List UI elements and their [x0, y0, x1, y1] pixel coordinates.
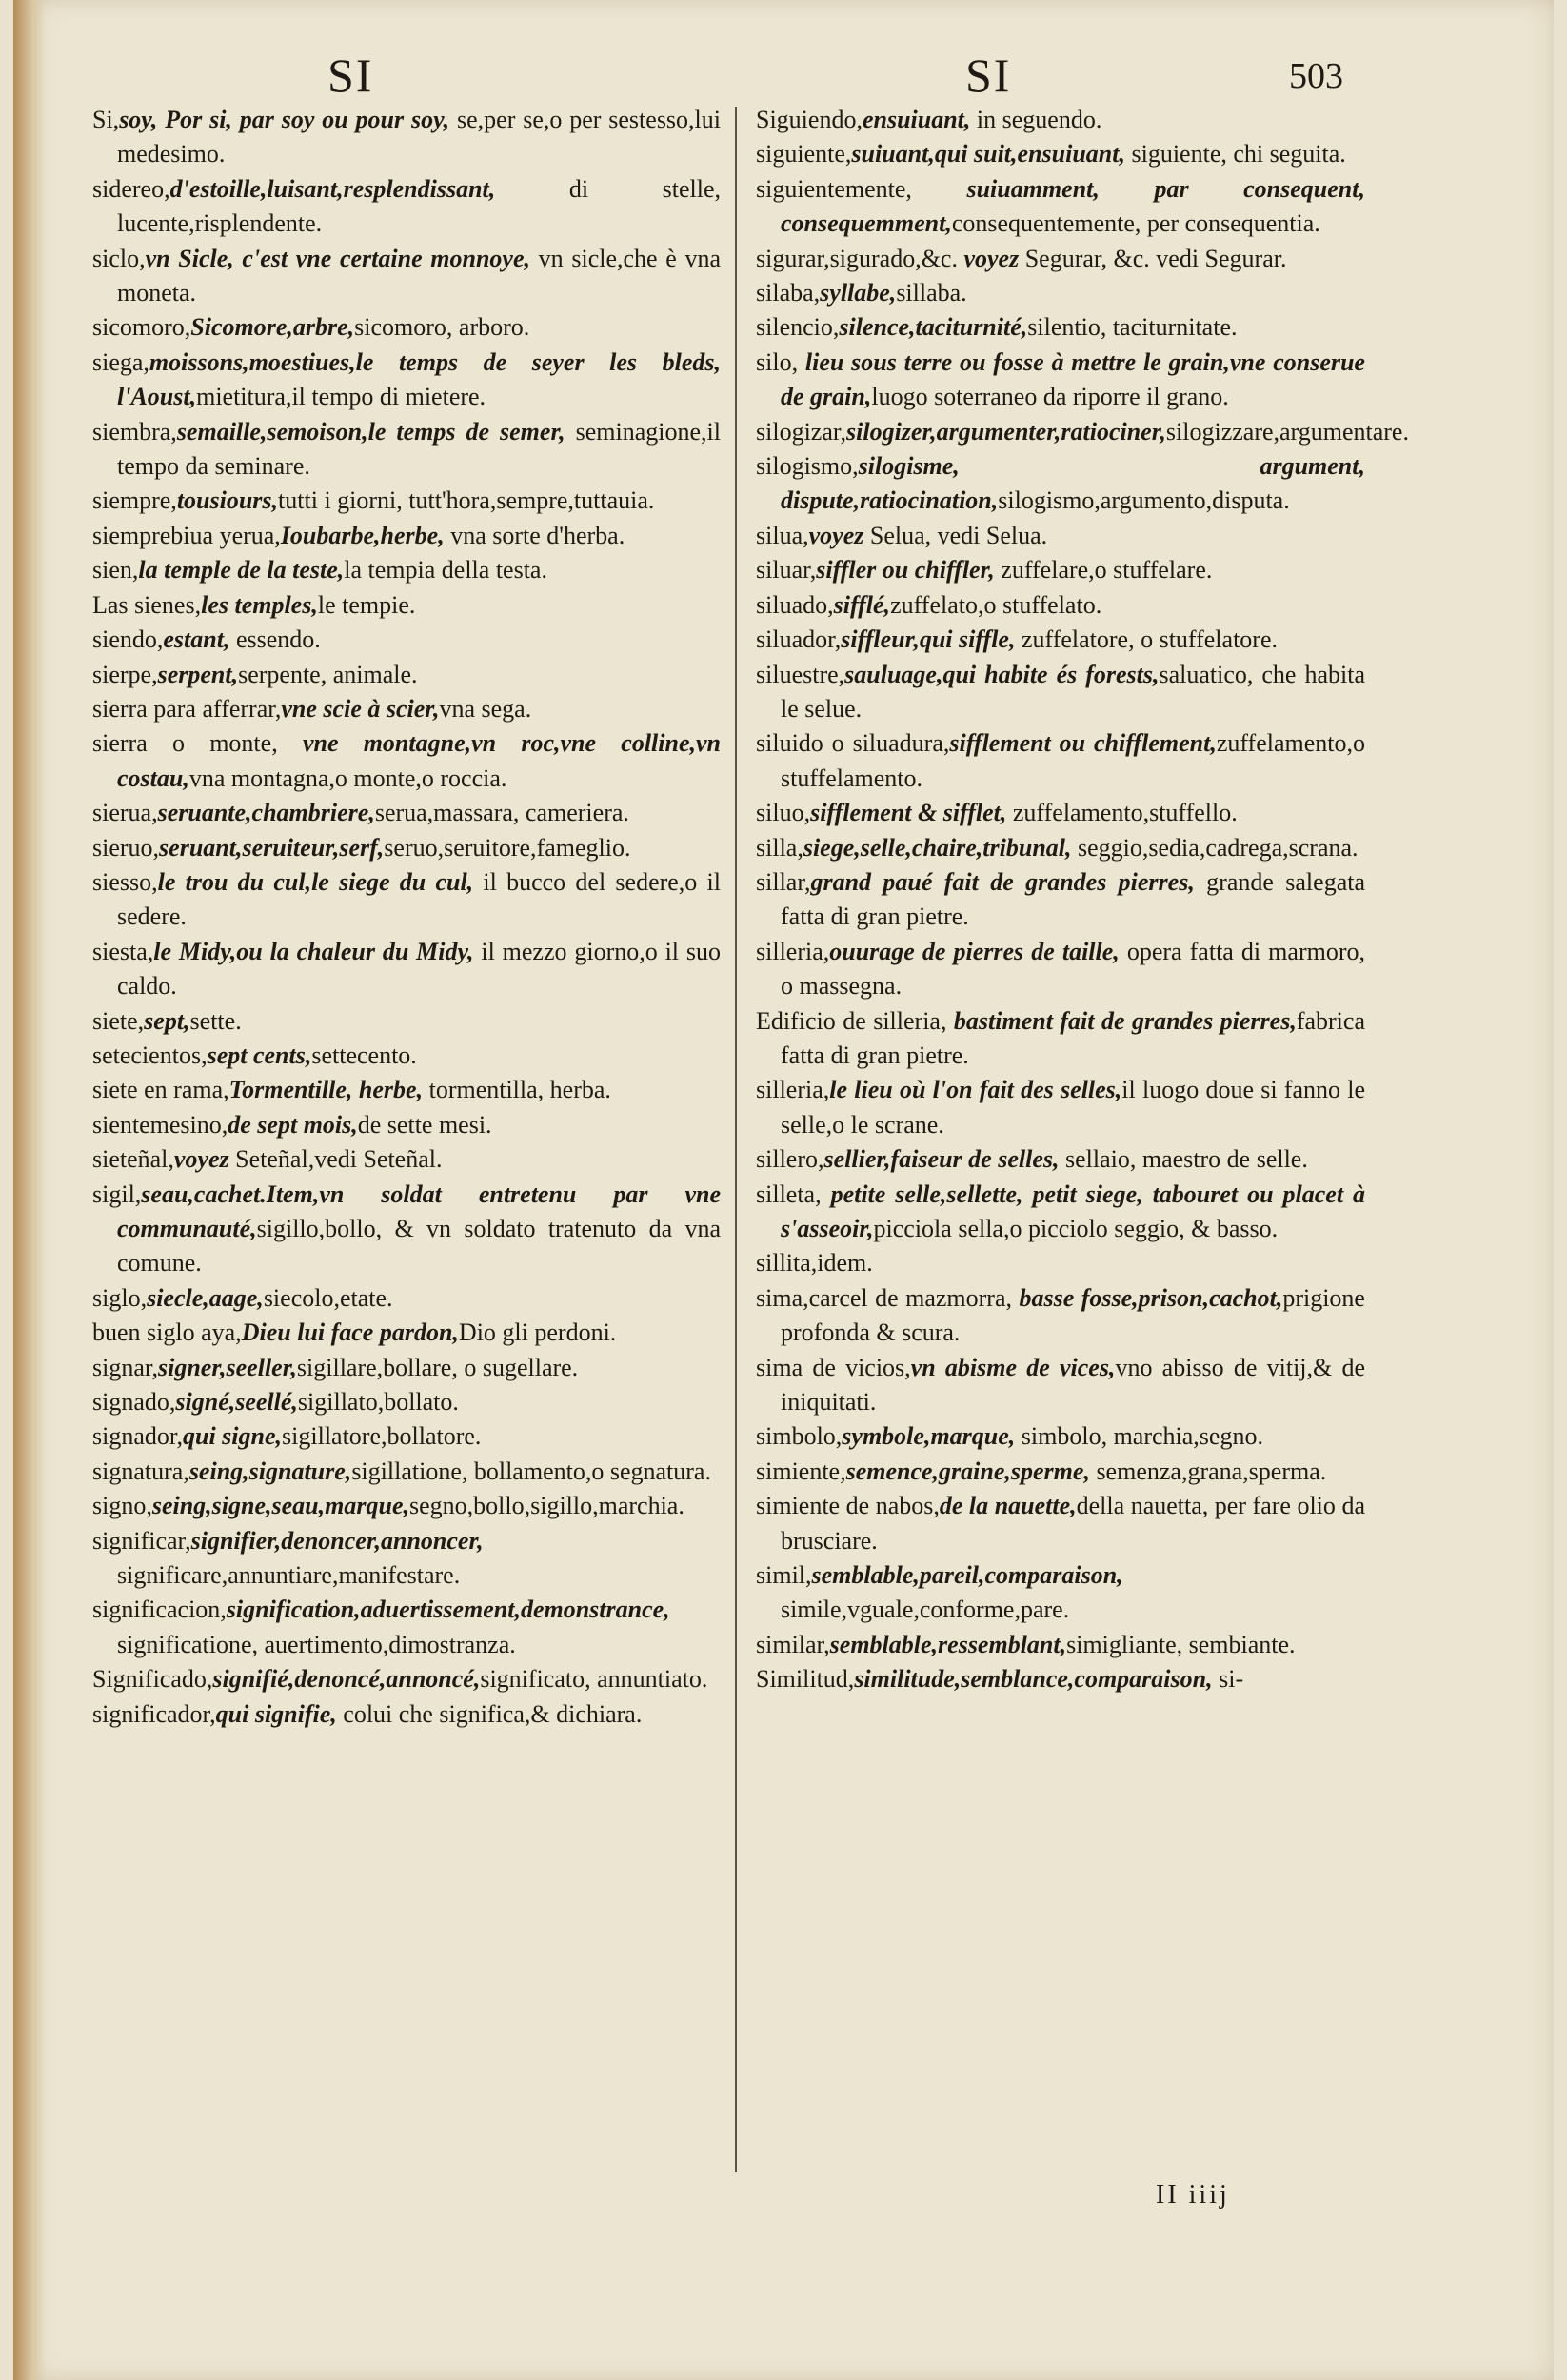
entry-french-gloss: le lieu où l'on fait des selles,	[829, 1076, 1122, 1104]
entry-french-gloss: suiuamment, par consequent, consequemment,	[781, 174, 1365, 238]
entry-spanish-headword: siluador,	[756, 625, 842, 654]
entry-italian-gloss: sigillatore,bollatore.	[282, 1422, 482, 1451]
dictionary-entry	[92, 1351, 721, 1385]
dictionary-entry	[756, 415, 1409, 449]
entry-french-gloss: voyez	[173, 1145, 229, 1174]
entry-italian-gloss: zuffelamento,o stuffelamento.	[781, 729, 1366, 792]
dictionary-entry	[756, 449, 1365, 519]
entry-italian-gloss: serpente, animale.	[238, 660, 418, 688]
entry-french-gloss: Dieu lui face pardon,	[241, 1319, 459, 1347]
entry-french-gloss: bastiment fait de grandes pierres,	[953, 1006, 1297, 1035]
dictionary-entry	[756, 553, 1365, 587]
entry-italian-gloss: significato, annuntiato.	[480, 1665, 708, 1694]
entry-french-gloss: sifflement ou chifflement,	[949, 729, 1217, 758]
dictionary-entry	[756, 242, 1365, 276]
entry-french-gloss: ouurage de pierres de taille,	[829, 937, 1120, 965]
entry-spanish-headword: sillita,idem.	[756, 1249, 873, 1278]
entry-italian-gloss: sette.	[189, 1006, 242, 1035]
entry-italian-gloss: zuffelamento,stuffello.	[1006, 799, 1238, 827]
entry-italian-gloss: il mezzo giorno,o il suo caldo.	[117, 937, 721, 1001]
entry-french-gloss: syllabe,	[820, 279, 897, 307]
entry-italian-gloss: sigillatione, bollamento,o segnatura.	[351, 1457, 711, 1485]
entry-spanish-headword: setecientos,	[92, 1041, 208, 1069]
dictionary-entry	[92, 1524, 721, 1594]
entry-french-gloss: de sept mois,	[228, 1110, 358, 1139]
dictionary-entry	[92, 1004, 721, 1039]
entry-french-gloss: serpent,	[157, 660, 239, 688]
entry-italian-gloss: seminagione,il tempo da seminare.	[117, 417, 722, 481]
entry-french-gloss: tousiours,	[176, 486, 279, 515]
entry-italian-gloss: le tempie.	[317, 590, 416, 619]
entry-italian-gloss: zuffelato,o stuffelato.	[890, 590, 1102, 619]
dictionary-entry	[92, 1697, 721, 1732]
entry-italian-gloss: simigliante, sembiante.	[1066, 1630, 1296, 1658]
entry-french-gloss: semaille,semoison,le temps de semer,	[176, 417, 565, 446]
right-column	[756, 103, 1409, 1697]
entry-spanish-headword: sidereo,	[92, 174, 170, 203]
dictionary-entry	[756, 1419, 1365, 1454]
dictionary-entry	[756, 1142, 1365, 1177]
entry-french-gloss: voyez	[963, 244, 1020, 272]
entry-italian-gloss: si-	[1212, 1665, 1244, 1694]
dictionary-entry	[92, 1142, 721, 1177]
entry-spanish-headword: siguientemente,	[756, 174, 967, 203]
entry-spanish-headword: sierpe,	[92, 660, 158, 688]
entry-spanish-headword: siluestre,	[756, 660, 845, 688]
dictionary-entry	[756, 1178, 1365, 1247]
entry-french-gloss: siffleur,qui siffle,	[841, 625, 1016, 654]
entry-spanish-headword: siesso,	[92, 867, 158, 896]
entry-italian-gloss: sigillare,bollare, o sugellare.	[296, 1353, 579, 1381]
entry-spanish-headword: siluido o siluadura,	[756, 729, 950, 758]
dictionary-entry	[92, 692, 721, 726]
entry-italian-gloss: semenza,grana,sperma.	[1089, 1457, 1327, 1485]
entry-italian-gloss: significare,annuntiare,manifestare.	[117, 1561, 461, 1590]
entry-spanish-headword: sillero,	[756, 1145, 824, 1174]
entry-spanish-headword: silo,	[756, 347, 805, 376]
entry-french-gloss: vn abisme de vices,	[910, 1353, 1116, 1381]
entry-spanish-headword: sicomoro,	[92, 313, 191, 342]
dictionary-entry	[92, 346, 721, 415]
entry-italian-gloss: zuffelare,o stuffelare.	[994, 556, 1213, 585]
dictionary-entry	[756, 726, 1365, 796]
entry-spanish-headword: sieteñal,	[92, 1145, 174, 1174]
entry-spanish-headword: sieruo,	[92, 833, 160, 862]
entry-spanish-headword: silogizar,	[756, 417, 846, 446]
entry-spanish-headword: signador,	[92, 1422, 183, 1451]
entry-spanish-headword: siguiente,	[756, 140, 852, 169]
dictionary-entry	[92, 1178, 721, 1281]
dictionary-entry	[756, 1628, 1365, 1662]
entry-spanish-headword: silaba,	[756, 279, 821, 307]
entry-spanish-headword: Edificio de silleria,	[756, 1006, 954, 1035]
entry-italian-gloss: Seteñal,vedi Seteñal.	[228, 1145, 443, 1174]
entry-spanish-headword: silleria,	[756, 937, 830, 965]
entry-italian-gloss: Selua, vedi Selua.	[863, 521, 1048, 549]
dictionary-entry	[92, 1316, 721, 1350]
entry-spanish-headword: significar,	[92, 1526, 191, 1555]
dictionary-entry	[92, 796, 721, 830]
entry-spanish-headword: sillar,	[756, 867, 811, 896]
dictionary-entry	[92, 1593, 721, 1662]
entry-italian-gloss: di stelle, lucente,risplendente.	[117, 174, 721, 238]
entry-french-gloss: signifier,denoncer,annoncer,	[190, 1526, 484, 1555]
dictionary-entry	[92, 726, 721, 796]
dictionary-page	[13, 0, 1554, 2380]
dictionary-entry	[756, 346, 1365, 415]
entry-italian-gloss: silogismo,argumento,disputa.	[998, 486, 1290, 515]
entry-french-gloss: sept cents,	[207, 1041, 312, 1069]
entry-french-gloss: semblable,ressemblant,	[829, 1630, 1067, 1658]
entry-spanish-headword: sima de vicios,	[756, 1353, 911, 1381]
entry-french-gloss: Tormentille, herbe,	[228, 1076, 424, 1104]
entry-italian-gloss: sillaba.	[896, 279, 967, 307]
dictionary-entry	[92, 1419, 721, 1454]
entry-french-gloss: similitude,semblance,comparaison,	[854, 1665, 1213, 1694]
entry-italian-gloss: il luogo doue si fanno le selle,o le scrane.	[781, 1076, 1365, 1139]
page-number: 503	[1289, 56, 1343, 96]
entry-italian-gloss: la tempia della testa.	[344, 556, 547, 585]
entry-french-gloss: la temple de la teste,	[138, 556, 345, 585]
entry-french-gloss: ensuiuant,	[862, 106, 971, 133]
dictionary-entry	[92, 172, 721, 242]
entry-italian-gloss: vna montagna,o monte,o roccia.	[188, 764, 507, 792]
entry-spanish-headword: signar,	[92, 1353, 158, 1381]
entry-french-gloss: sellier,faiseur de selles,	[823, 1145, 1060, 1174]
entry-spanish-headword: Si,	[92, 106, 120, 133]
entry-italian-gloss: sigillo,bollo, & vn soldato tratenuto da vna comune.	[117, 1215, 721, 1278]
dictionary-entry	[92, 1385, 721, 1419]
entry-italian-gloss: vna sega.	[439, 694, 532, 723]
entry-spanish-headword: signatura,	[92, 1457, 189, 1485]
entry-french-gloss: Ioubarbe,herbe,	[280, 521, 445, 549]
dictionary-entry	[756, 172, 1365, 242]
dictionary-entry	[756, 1004, 1365, 1074]
entry-italian-gloss: significatione, auertimento,dimostranza.	[117, 1630, 516, 1658]
dictionary-entry	[756, 310, 1365, 345]
dictionary-entry	[92, 865, 721, 935]
left-column	[92, 103, 721, 1732]
entry-italian-gloss: settecento.	[311, 1041, 417, 1069]
entry-spanish-headword: buen siglo aya,	[92, 1319, 242, 1347]
entry-french-gloss: estant,	[163, 625, 230, 654]
dictionary-entry	[92, 484, 721, 518]
entry-spanish-headword: siempre,	[92, 486, 177, 515]
entry-italian-gloss: consequentemente, per consequentia.	[951, 209, 1320, 238]
entry-spanish-headword: simiente,	[756, 1457, 846, 1485]
entry-spanish-headword: sigurar,sigurado,&c.	[756, 244, 964, 272]
entry-french-gloss: seruante,chambriere,	[157, 799, 375, 827]
entry-french-gloss: signer,seeller,	[158, 1353, 297, 1381]
entry-italian-gloss: siguiente, chi seguita.	[1124, 140, 1346, 169]
entry-spanish-headword: sierra o monte,	[92, 729, 303, 758]
entry-spanish-headword: siete,	[92, 1006, 145, 1035]
dictionary-entry	[756, 796, 1365, 830]
entry-french-gloss: vne scie à scier,	[281, 694, 440, 723]
running-head-left: SI	[327, 49, 374, 102]
entry-french-gloss: moissons,moestiues,le temps de seyer les bleds, l'Aoust,	[117, 347, 721, 411]
dictionary-entry	[92, 242, 721, 311]
entry-spanish-headword: silogismo,	[756, 452, 859, 481]
entry-spanish-headword: siesta,	[92, 937, 154, 965]
entry-french-gloss: soy, Por si, par soy ou pour soy,	[119, 106, 450, 133]
entry-french-gloss: sauluage,qui habite és forests,	[844, 660, 1160, 688]
entry-spanish-headword: Similitud,	[756, 1665, 855, 1694]
entry-spanish-headword: silleria,	[756, 1076, 830, 1104]
entry-spanish-headword: siendo,	[92, 625, 164, 654]
entry-italian-gloss: zuffelatore, o stuffelatore.	[1015, 625, 1278, 654]
dictionary-entry	[92, 588, 721, 623]
entry-spanish-headword: simiente de nabos,	[756, 1492, 940, 1520]
entry-french-gloss: vne montagne,vn roc,vne colline,vn costau,	[117, 729, 721, 792]
entry-french-gloss: suiuant,qui suit,ensuiuant,	[851, 140, 1125, 169]
entry-spanish-headword: silleta,	[756, 1180, 831, 1208]
entry-spanish-headword: Siguiendo,	[756, 106, 863, 133]
entry-french-gloss: seruant,seruiteur,serf,	[159, 833, 385, 862]
entry-french-gloss: seing,signe,seau,marque,	[151, 1492, 409, 1520]
dictionary-entry	[756, 1455, 1365, 1489]
entry-french-gloss: silogizer,argumenter,ratiociner,	[846, 417, 1166, 446]
entry-spanish-headword: simbolo,	[756, 1422, 843, 1451]
entry-french-gloss: siffler ou chiffler,	[816, 556, 995, 585]
dictionary-entry	[756, 831, 1365, 865]
entry-italian-gloss: della nauetta, per fare olio da brusciare.	[781, 1492, 1365, 1555]
entry-italian-gloss: in seguendo.	[970, 106, 1102, 133]
entry-spanish-headword: siluado,	[756, 590, 834, 619]
entry-italian-gloss: il bucco del sedere,o il sedere.	[117, 867, 721, 931]
dictionary-entry	[756, 1489, 1365, 1558]
entry-spanish-headword: sien,	[92, 556, 139, 585]
entry-french-gloss: siecle,aage,	[147, 1283, 264, 1312]
entry-french-gloss: petite selle,sellette, petit siege, tabouret ou placet à s'asseoir,	[781, 1180, 1366, 1242]
entry-french-gloss: lieu sous terre ou fosse à mettre le grain,vne conserue de grain,	[781, 347, 1365, 411]
entry-spanish-headword: siemprebiua yerua,	[92, 521, 281, 549]
entry-italian-gloss: seruo,seruitore,fameglio.	[384, 833, 631, 862]
running-head-right: SI	[965, 49, 1012, 102]
entry-french-gloss: grand paué fait de grandes pierres,	[810, 867, 1195, 896]
entry-spanish-headword: silencio,	[756, 313, 840, 342]
entry-spanish-headword: significador,	[92, 1699, 216, 1728]
entry-french-gloss: d'estoille,luisant,resplendissant,	[169, 174, 496, 203]
entry-italian-gloss: silogizzare,argumentare.	[1165, 417, 1409, 446]
entry-italian-gloss: picciola sella,o picciolo seggio, & basso.	[873, 1215, 1279, 1242]
entry-french-gloss: qui signifie,	[215, 1699, 337, 1728]
entry-spanish-headword: simil,	[756, 1561, 812, 1590]
entry-french-gloss: signification,aduertissement,demonstrance,	[226, 1596, 670, 1624]
dictionary-entry	[92, 519, 721, 553]
entry-italian-gloss: grande salegata fatta di gran pietre.	[781, 867, 1365, 931]
entry-spanish-headword: Las sienes,	[92, 590, 202, 619]
entry-french-gloss: basse fosse,prison,cachot,	[1019, 1283, 1283, 1312]
entry-french-gloss: semblable,pareil,comparaison,	[811, 1561, 1123, 1590]
dictionary-entry	[92, 1039, 721, 1073]
entry-italian-gloss: opera fatta di marmoro, o massegna.	[781, 937, 1365, 1001]
entry-french-gloss: semence,graine,sperme,	[845, 1457, 1090, 1485]
dictionary-entry	[756, 103, 1365, 137]
entry-spanish-headword: siluar,	[756, 556, 817, 585]
entry-italian-gloss: tutti i giorni, tutt'hora,sempre,tuttauia.	[278, 486, 655, 515]
entry-french-gloss: silence,taciturnité,	[839, 313, 1028, 342]
entry-italian-gloss: sicomoro, arboro.	[354, 313, 530, 342]
entry-spanish-headword: siega,	[92, 347, 149, 376]
entry-italian-gloss: simile,vguale,conforme,pare.	[781, 1596, 1070, 1624]
dictionary-entry	[92, 658, 721, 692]
entry-french-gloss: signé,seellé,	[175, 1388, 298, 1417]
dictionary-entry	[756, 276, 1365, 310]
dictionary-entry	[756, 588, 1365, 623]
entry-french-gloss: de la nauette,	[939, 1492, 1077, 1520]
entry-italian-gloss: vn sicle,che è vna moneta.	[117, 244, 722, 307]
entry-italian-gloss: essendo.	[229, 625, 321, 654]
dictionary-entry	[756, 1281, 1365, 1351]
entry-italian-gloss: seggio,sedia,cadrega,scrana.	[1071, 833, 1359, 862]
dictionary-entry	[756, 137, 1365, 171]
entry-french-gloss: le Midy,ou la chaleur du Midy,	[153, 937, 474, 965]
entry-french-gloss: siege,selle,chaire,tribunal,	[803, 833, 1072, 862]
entry-spanish-headword: siglo,	[92, 1283, 148, 1312]
entry-spanish-headword: sientemesino,	[92, 1110, 228, 1139]
entry-italian-gloss: saluatico, che habita le selue.	[781, 660, 1365, 723]
entry-spanish-headword: sierua,	[92, 799, 158, 827]
dictionary-entry	[92, 1662, 721, 1696]
dictionary-entry	[92, 831, 721, 865]
entry-italian-gloss: se,per se,o per sestesso,lui medesimo.	[117, 106, 722, 169]
dictionary-entry	[756, 1662, 1365, 1696]
entry-spanish-headword: siembra,	[92, 417, 177, 446]
dictionary-entry	[756, 1351, 1365, 1420]
entry-italian-gloss: sellaio, maestro de selle.	[1059, 1145, 1308, 1174]
column-divider	[735, 107, 737, 2172]
dictionary-entry	[92, 1489, 721, 1523]
entry-french-gloss: Sicomore,arbre,	[190, 313, 355, 342]
entry-spanish-headword: signado,	[92, 1388, 176, 1417]
entry-spanish-headword: silua,	[756, 521, 809, 549]
dictionary-entry	[92, 1455, 721, 1489]
entry-spanish-headword: significacion,	[92, 1596, 227, 1624]
dictionary-entry	[92, 623, 721, 657]
entry-italian-gloss: segno,bollo,sigillo,marchia.	[409, 1492, 684, 1520]
entry-spanish-headword: Significado,	[92, 1665, 213, 1694]
entry-spanish-headword: siluo,	[756, 799, 811, 827]
dictionary-entry	[756, 623, 1365, 657]
entry-french-gloss: vn Sicle, c'est vne certaine monnoye,	[145, 244, 531, 272]
entry-italian-gloss: silentio, taciturnitate.	[1027, 313, 1238, 342]
entry-french-gloss: sifflement & sifflet,	[810, 799, 1007, 827]
dictionary-entry	[92, 935, 721, 1004]
entry-spanish-headword: similar,	[756, 1630, 830, 1658]
entry-french-gloss: seau,cachet.Item,vn soldat entretenu par vne communauté,	[117, 1180, 721, 1242]
dictionary-entry	[92, 1073, 721, 1107]
entry-french-gloss: voyez	[808, 521, 864, 549]
dictionary-entry	[756, 935, 1365, 1004]
entry-french-gloss: qui signe,	[183, 1422, 283, 1451]
printer-signature: II iiij	[1156, 2180, 1230, 2210]
gutter-shadow	[13, 0, 46, 2380]
entry-italian-gloss: serua,massara, cameriera.	[374, 799, 629, 827]
dictionary-entry	[92, 415, 721, 485]
entry-italian-gloss: mietitura,il tempo di mietere.	[196, 383, 486, 411]
entry-spanish-headword: siete en rama,	[92, 1076, 229, 1104]
entry-italian-gloss: sigillato,bollato.	[297, 1388, 459, 1417]
entry-french-gloss: signifié,denoncé,annoncé,	[212, 1665, 481, 1694]
dictionary-entry	[756, 1558, 1365, 1628]
entry-italian-gloss: vno abisso de vitij,& de iniquitati.	[781, 1353, 1365, 1417]
entry-french-gloss: silogisme, argument, dispute,ratiocination,	[781, 452, 1365, 515]
entry-italian-gloss: tormentilla, herba.	[423, 1076, 611, 1104]
entry-spanish-headword: silla,	[756, 833, 803, 862]
entry-french-gloss: les temples,	[201, 590, 318, 619]
dictionary-entry	[92, 310, 721, 345]
entry-spanish-headword: sima,carcel de mazmorra,	[756, 1283, 1020, 1312]
entry-italian-gloss: Dio gli perdoni.	[458, 1319, 617, 1347]
entry-italian-gloss: simbolo, marchia,segno.	[1015, 1422, 1263, 1451]
entry-italian-gloss: colui che significa,& dichiara.	[336, 1699, 643, 1728]
entry-french-gloss: sept,	[144, 1006, 190, 1035]
entry-spanish-headword: sierra para afferrar,	[92, 694, 282, 723]
dictionary-entry	[92, 103, 721, 172]
dictionary-entry	[756, 1073, 1365, 1142]
dictionary-entry	[92, 553, 721, 587]
entry-italian-gloss: prigione profonda & scura.	[781, 1283, 1365, 1347]
dictionary-entry	[756, 865, 1365, 935]
entry-french-gloss: seing,signature,	[188, 1457, 352, 1485]
dictionary-entry	[756, 1246, 1365, 1280]
entry-french-gloss: symbole,marque,	[842, 1422, 1016, 1451]
entry-italian-gloss: Segurar, &c. vedi Segurar.	[1019, 244, 1287, 272]
entry-spanish-headword: signo,	[92, 1492, 152, 1520]
entry-italian-gloss: luogo soterraneo da riporre il grano.	[871, 383, 1229, 411]
entry-italian-gloss: fabrica fatta di gran pietre.	[781, 1006, 1365, 1069]
entry-french-gloss: le trou du cul,le siege du cul,	[157, 867, 474, 896]
entry-spanish-headword: siclo,	[92, 244, 146, 272]
entry-italian-gloss: de sette mesi.	[357, 1110, 492, 1139]
entry-italian-gloss: vna sorte d'herba.	[444, 521, 625, 549]
dictionary-entry	[92, 1281, 721, 1316]
dictionary-entry	[756, 658, 1365, 727]
dictionary-entry	[756, 519, 1365, 553]
entry-french-gloss: sifflé,	[833, 590, 891, 619]
entry-italian-gloss: siecolo,etate.	[263, 1283, 393, 1312]
entry-spanish-headword: sigil,	[92, 1180, 142, 1208]
dictionary-entry	[92, 1108, 721, 1142]
